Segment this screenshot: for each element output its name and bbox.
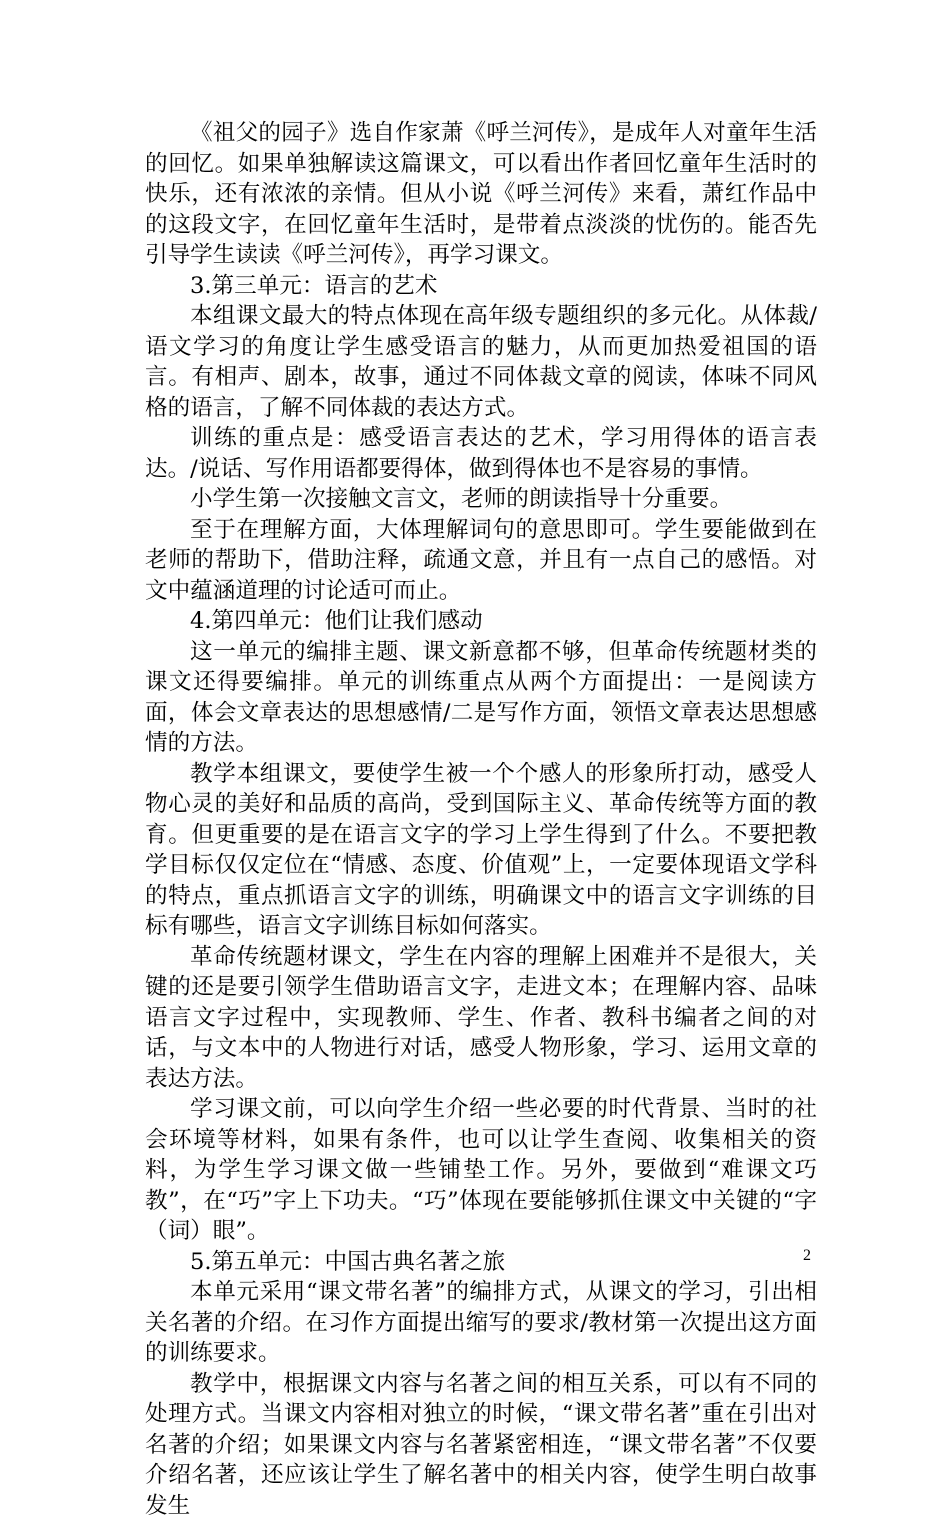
section-heading: 5.第五单元：中国古典名著之旅 — [145, 1247, 817, 1278]
section-heading: 3.第三单元：语言的艺术 — [145, 271, 817, 302]
section-heading: 4.第四单元：他们让我们感动 — [145, 606, 817, 637]
paragraph: 教学本组课文，要使学生被一个个感人的形象所打动，感受人物心灵的美好和品质的高尚，受到国际主义、革命传统等方面的教育。但更重要的是在语言文字的学习上学生得到了什么。不要把教学目标仅仅定位在“情感、态度、价值观”上，一定要体现语文学科的特点，重点抓语言文字的训练，明确课文中的语言文字训练的目标有哪些，语言文字训练目标如何落实。 — [145, 759, 817, 942]
paragraph: 教学中，根据课文内容与名著之间的相互关系，可以有不同的处理方式。当课文内容相对独立的时候，“课文带名著”重在引出对名著的介绍；如果课文内容与名著紧密相连，“课文带名著”不仅要介绍名著，还应该让学生了解名著中的相关内容，使学生明白故事发生 — [145, 1369, 817, 1521]
paragraph: 《祖父的园子》选自作家萧《呼兰河传》，是成年人对童年生活的回忆。如果单独解读这篇课文，可以看出作者回忆童年生活时的快乐，还有浓浓的亲情。但从小说《呼兰河传》来看，萧红作品中的这段文字，在回忆童年生活时，是带着点淡淡的忧伤的。能否先引导学生读读《呼兰河传》，再学习课文。 — [145, 118, 817, 271]
paragraph: 这一单元的编排主题、课文新意都不够，但革命传统题材类的课文还得要编排。单元的训练重点从两个方面提出：一是阅读方面，体会文章表达的思想感情/二是写作方面，领悟文章表达思想感情的方法。 — [145, 637, 817, 759]
paragraph: 训练的重点是：感受语言表达的艺术，学习用得体的语言表达。/说话、写作用语都要得体，做到得体也不是容易的事情。 — [145, 423, 817, 484]
paragraph: 本单元采用“课文带名著”的编排方式，从课文的学习，引出相关名著的介绍。在习作方面提出缩写的要求/教材第一次提出这方面的训练要求。 — [145, 1277, 817, 1369]
paragraph: 本组课文最大的特点体现在高年级专题组织的多元化。从体裁/语文学习的角度让学生感受语言的魅力，从而更加热爱祖国的语言。有相声、剧本，故事，通过不同体裁文章的阅读，体味不同风格的语言，了解不同体裁的表达方式。 — [145, 301, 817, 423]
document-body — [145, 118, 817, 1521]
paragraph: 小学生第一次接触文言文，老师的朗读指导十分重要。 — [145, 484, 817, 515]
page-number: 2 — [803, 1246, 811, 1266]
paragraph: 革命传统题材课文，学生在内容的理解上困难并不是很大，关键的还是要引领学生借助语言文字，走进文本；在理解内容、品味语言文字过程中，实现教师、学生、作者、教科书编者之间的对话，与文本中的人物进行对话，感受人物形象，学习、运用文章的表达方法。 — [145, 942, 817, 1095]
paragraph: 至于在理解方面，大体理解词句的意思即可。学生要能做到在老师的帮助下，借助注释，疏通文意，并且有一点自己的感悟。对文中蕴涵道理的讨论适可而止。 — [145, 515, 817, 607]
paragraph: 学习课文前，可以向学生介绍一些必要的时代背景、当时的社会环境等材料，如果有条件，也可以让学生查阅、收集相关的资料，为学生学习课文做一些铺垫工作。另外，要做到“难课文巧教”，在“巧”字上下功夫。“巧”体现在要能够抓住课文中关键的“字（词）眼”。 — [145, 1094, 817, 1247]
